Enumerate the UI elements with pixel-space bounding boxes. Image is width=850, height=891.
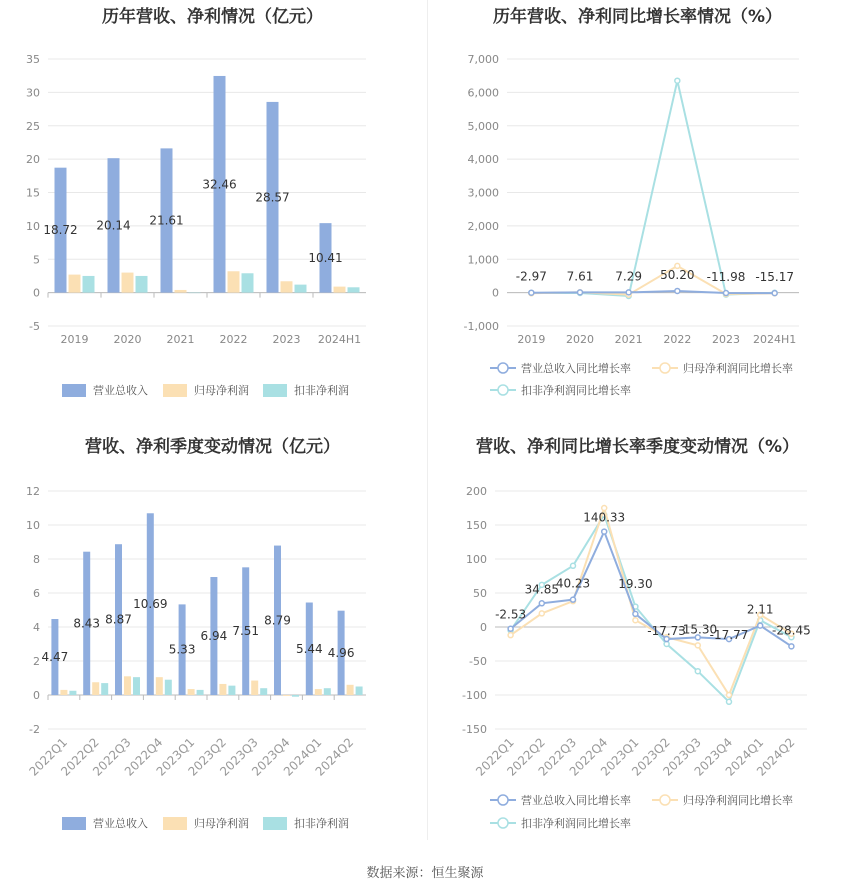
bar-value-label: 20.14 xyxy=(96,218,131,233)
y-tick-label: 4 xyxy=(33,621,40,634)
y-tick-label: 35 xyxy=(26,53,40,66)
bar-deducted-profit xyxy=(197,690,204,695)
legend-label: 营业总收入同比增长率 xyxy=(521,362,631,375)
bar-net-profit xyxy=(60,690,67,695)
y-tick-label: 8 xyxy=(33,553,40,566)
x-tick-label: 2023Q2 xyxy=(185,735,230,779)
data-point xyxy=(772,291,777,296)
x-tick-label: 2022Q3 xyxy=(535,735,580,779)
data-point xyxy=(578,290,583,295)
bar-deducted-profit xyxy=(83,276,95,293)
bar-deducted-profit xyxy=(292,695,299,697)
bar-value-label: 8.43 xyxy=(73,616,101,631)
legend-swatch-marker xyxy=(498,385,508,395)
data-point xyxy=(724,291,729,296)
y-tick-label: -100 xyxy=(462,689,487,702)
x-tick-label: 2022Q4 xyxy=(566,735,611,779)
x-tick-label: 2024H1 xyxy=(753,333,797,346)
point-value-label: -2.53 xyxy=(495,607,527,622)
point-value-label: -28.45 xyxy=(772,623,811,638)
legend-label: 扣非净利润同比增长率 xyxy=(521,384,631,397)
y-tick-label: 25 xyxy=(26,119,40,133)
annual-revenue-profit-panel xyxy=(0,0,425,430)
legend-label: 归母净利润 xyxy=(194,384,249,397)
y-tick-label: 5 xyxy=(33,253,40,267)
bar-value-label: 21.61 xyxy=(149,213,184,228)
legend-swatch xyxy=(163,817,187,830)
legend-label: 扣非净利润 xyxy=(294,384,349,397)
x-tick-label: 2020 xyxy=(113,333,142,346)
point-value-label: 7.61 xyxy=(566,269,594,284)
y-tick-label: 3,000 xyxy=(467,186,499,200)
bar-value-label: 8.79 xyxy=(264,613,291,628)
y-tick-label: 30 xyxy=(26,86,40,100)
chart-title: 历年营收、净利同比增长率情况（%） xyxy=(492,7,783,27)
bar-value-label: 5.33 xyxy=(168,642,196,657)
x-tick-label: 2021 xyxy=(614,333,643,346)
bar-net-profit xyxy=(283,695,290,696)
bar-deducted-profit xyxy=(189,293,201,294)
y-tick-label: 15 xyxy=(26,186,40,200)
data-point xyxy=(602,529,607,534)
bar-net-profit xyxy=(92,682,99,695)
bar-net-profit xyxy=(315,689,322,695)
x-tick-label: 2023Q3 xyxy=(217,735,261,779)
y-tick-label: 1,000 xyxy=(467,253,499,267)
y-tick-label: 10 xyxy=(26,219,40,233)
bar-value-label: 28.57 xyxy=(255,190,290,205)
y-tick-label: -1,000 xyxy=(463,320,499,333)
data-point xyxy=(758,623,763,628)
data-point xyxy=(539,601,544,606)
y-tick-label: 6,000 xyxy=(467,86,499,100)
bar-deducted-profit xyxy=(136,276,148,293)
legend-swatch xyxy=(62,817,86,830)
legend-label: 营业总收入 xyxy=(93,384,148,397)
x-tick-label: 2023Q2 xyxy=(629,735,673,779)
y-tick-label: -150 xyxy=(462,723,487,736)
y-tick-label: 0 xyxy=(33,689,40,702)
quarterly-bar-chart xyxy=(0,430,425,850)
y-tick-label: 50 xyxy=(473,587,487,600)
point-value-label: -15.30 xyxy=(678,622,718,637)
y-tick-label: 2,000 xyxy=(467,219,499,233)
bar-net-profit xyxy=(122,273,134,293)
bar-value-label: 10.69 xyxy=(133,597,168,612)
data-point xyxy=(727,693,732,698)
quarterly-growth-panel xyxy=(425,430,850,860)
x-tick-label: 2022 xyxy=(219,333,248,346)
legend-swatch-marker xyxy=(660,795,670,805)
data-point xyxy=(695,643,700,648)
bar-deducted-profit xyxy=(133,677,140,695)
x-tick-label: 2022Q3 xyxy=(90,735,134,779)
x-tick-label: 2022Q1 xyxy=(473,735,517,779)
bar-value-label: 18.72 xyxy=(43,223,78,238)
y-tick-label: 20 xyxy=(26,153,40,167)
data-point xyxy=(695,669,700,674)
y-tick-label: 10 xyxy=(26,519,40,532)
point-value-label: 19.30 xyxy=(618,576,653,591)
y-tick-label: 5,000 xyxy=(467,119,499,133)
y-tick-label: 6 xyxy=(33,587,40,600)
bar-deducted-profit xyxy=(242,273,254,292)
y-tick-label: 7,000 xyxy=(467,53,499,66)
x-tick-label: 2022Q1 xyxy=(26,735,71,779)
bar-net-profit xyxy=(156,677,163,695)
y-tick-label: 150 xyxy=(466,519,487,532)
y-tick-label: 0 xyxy=(33,286,40,300)
point-value-label: 2.11 xyxy=(746,602,774,617)
data-point xyxy=(539,611,544,616)
y-tick-label: 2 xyxy=(33,655,40,668)
y-tick-label: 0 xyxy=(492,286,499,300)
x-tick-label: 2024Q2 xyxy=(753,735,798,779)
point-value-label: -15.17 xyxy=(755,270,795,285)
annual-growth-panel xyxy=(425,0,850,430)
bar-value-label: 32.46 xyxy=(202,177,237,192)
data-source-note: 数据来源：恒生聚源 xyxy=(366,866,484,881)
data-point xyxy=(571,563,576,568)
legend-label: 扣非净利润 xyxy=(294,817,349,830)
bar-deducted-profit xyxy=(69,691,76,695)
bar-net-profit xyxy=(124,676,131,695)
x-tick-label: 2024H1 xyxy=(317,333,362,346)
legend-label: 营业总收入 xyxy=(93,817,148,830)
bar-net-profit xyxy=(219,684,226,695)
bar-deducted-profit xyxy=(101,683,108,695)
data-point xyxy=(675,78,680,83)
series-line xyxy=(531,81,774,296)
x-tick-label: 2023 xyxy=(272,333,301,346)
x-tick-label: 2024Q1 xyxy=(722,735,767,779)
bar-value-label: 6.94 xyxy=(200,629,228,644)
x-tick-label: 2021 xyxy=(166,333,195,346)
x-tick-label: 2024Q2 xyxy=(312,735,357,779)
x-tick-label: 2023Q1 xyxy=(597,735,642,779)
legend-swatch-marker xyxy=(498,818,508,828)
x-tick-label: 2020 xyxy=(566,333,594,346)
chart-title: 营收、净利季度变动情况（亿元） xyxy=(85,437,340,457)
x-tick-label: 2022Q2 xyxy=(504,735,548,779)
point-value-label: 140.33 xyxy=(583,510,626,525)
legend-label: 营业总收入同比增长率 xyxy=(521,794,631,807)
legend-swatch xyxy=(263,817,287,830)
legend-swatch-marker xyxy=(498,363,508,373)
chart-title: 历年营收、净利情况（亿元） xyxy=(102,7,323,27)
y-tick-label: -2 xyxy=(29,723,40,736)
bar-deducted-profit xyxy=(228,686,235,695)
bar-deducted-profit xyxy=(324,688,331,695)
legend-label: 归母净利润同比增长率 xyxy=(683,794,793,807)
point-value-label: -11.98 xyxy=(706,270,746,285)
x-tick-label: 2022Q4 xyxy=(121,735,166,779)
bar-deducted-profit xyxy=(295,285,307,293)
quarterly-growth-line-chart xyxy=(425,430,850,850)
y-tick-label: -50 xyxy=(469,655,487,668)
legend-label: 归母净利润 xyxy=(194,817,249,830)
annual-growth-line-chart xyxy=(425,0,850,420)
bar-net-profit xyxy=(347,685,354,695)
x-tick-label: 2022Q2 xyxy=(58,735,102,779)
point-value-label: 34.85 xyxy=(524,582,559,597)
quarterly-revenue-profit-panel xyxy=(0,430,425,860)
x-tick-label: 2023 xyxy=(712,333,740,346)
bar-net-profit xyxy=(281,281,293,292)
y-tick-label: 12 xyxy=(26,485,40,498)
y-tick-label: 100 xyxy=(466,553,487,566)
x-tick-label: 2023Q4 xyxy=(691,735,736,779)
data-point xyxy=(727,699,732,704)
legend-swatch xyxy=(62,384,86,397)
data-point xyxy=(633,618,638,623)
x-tick-label: 2024Q1 xyxy=(280,735,325,779)
bar-net-profit xyxy=(175,290,187,293)
legend-swatch-marker xyxy=(660,363,670,373)
point-value-label: 50.20 xyxy=(660,267,695,282)
y-tick-label: 4,000 xyxy=(467,153,499,167)
y-tick-label: 0 xyxy=(480,621,487,634)
x-tick-label: 2023Q3 xyxy=(660,735,704,779)
bar-net-profit xyxy=(188,689,195,695)
bar-deducted-profit xyxy=(260,688,267,695)
annual-bar-chart xyxy=(0,0,425,420)
bar-net-profit xyxy=(251,681,258,695)
data-point xyxy=(675,288,680,293)
data-point xyxy=(626,290,631,295)
bar-value-label: 8.87 xyxy=(105,612,132,627)
y-tick-label: 200 xyxy=(466,485,487,498)
bar-deducted-profit xyxy=(165,680,172,695)
bar-value-label: 4.96 xyxy=(327,645,355,660)
point-value-label: 7.29 xyxy=(615,269,643,284)
chart-title: 营收、净利同比增长率季度变动情况（%） xyxy=(475,437,800,457)
data-point xyxy=(529,290,534,295)
point-value-label: -17.77 xyxy=(709,628,749,643)
point-value-label: -2.97 xyxy=(515,269,547,284)
x-tick-label: 2019 xyxy=(60,333,89,346)
data-point xyxy=(571,597,576,602)
y-tick-label: -5 xyxy=(29,320,40,333)
legend-label: 扣非净利润同比增长率 xyxy=(521,817,631,830)
legend-swatch xyxy=(163,384,187,397)
bar-value-label: 5.44 xyxy=(295,641,323,656)
bar-deducted-profit xyxy=(348,287,360,292)
bar-value-label: 7.51 xyxy=(232,624,260,639)
point-value-label: -17.73 xyxy=(647,624,686,639)
bar-deducted-profit xyxy=(356,687,363,696)
data-point xyxy=(508,633,513,638)
x-tick-label: 2023Q4 xyxy=(249,735,293,779)
legend-label: 归母净利润同比增长率 xyxy=(683,362,793,375)
x-tick-label: 2022 xyxy=(663,333,692,346)
bar-net-profit xyxy=(334,287,346,293)
bar-net-profit xyxy=(228,271,240,292)
data-point xyxy=(789,644,794,649)
x-tick-label: 2023Q1 xyxy=(153,735,198,779)
legend-swatch-marker xyxy=(498,795,508,805)
bar-value-label: 4.47 xyxy=(41,650,69,665)
data-point xyxy=(508,626,513,631)
data-point xyxy=(633,611,638,616)
point-value-label: 40.23 xyxy=(555,576,591,591)
bar-net-profit xyxy=(69,275,81,293)
x-tick-label: 2019 xyxy=(517,333,546,346)
bar-value-label: 10.41 xyxy=(308,250,343,265)
legend-swatch xyxy=(263,384,287,397)
